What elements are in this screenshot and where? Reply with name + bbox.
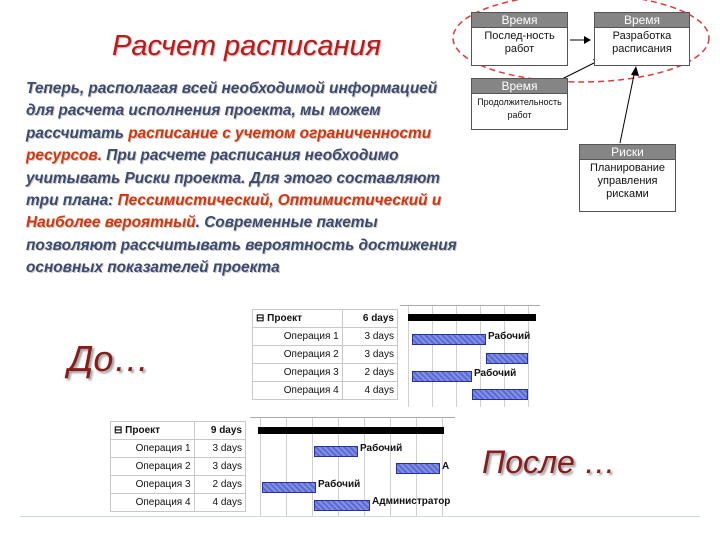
task-name: Операция 4 (111, 494, 195, 512)
task-duration: 4 days (194, 494, 245, 512)
task-name: Операция 2 (253, 346, 343, 364)
task-bar (412, 371, 472, 382)
task-duration: 3 days (194, 440, 245, 458)
table-row (253, 328, 398, 346)
gantt-after-project-row (111, 422, 246, 440)
box-schedule-head: Время (595, 13, 689, 28)
project-summary-bar (408, 314, 536, 321)
box-risks-body: Планирование управления рисками (589, 162, 666, 200)
label-after: После … (482, 444, 616, 480)
resource-label: Рабочий (360, 443, 403, 454)
gantt-before-table (252, 309, 398, 400)
body-text-highlight: Пессимистический, Оптимистический и Наиболее вероятный (26, 192, 442, 232)
gantt-after-table (110, 421, 246, 512)
task-name: Операция 4 (253, 382, 343, 400)
task-duration: 3 days (342, 328, 397, 346)
arrow-risks-to-schedule (620, 70, 635, 143)
box-risks (579, 144, 676, 212)
table-row (253, 364, 398, 382)
slide-title: Расчет расписания (112, 30, 382, 62)
arrow-head (584, 36, 591, 44)
box-sequence-head: Время (472, 13, 567, 28)
gantt-after-chart (250, 417, 455, 516)
box-duration-head: Время (472, 79, 567, 94)
project-summary-bar (258, 427, 444, 434)
table-row (111, 494, 246, 512)
arrow-head (631, 66, 639, 76)
task-duration: 2 days (342, 364, 397, 382)
resource-label: Рабочий (318, 479, 361, 490)
body-text-part: Теперь, располагая всей необходимой информацией для расчета исполнения проекта, мы можем рассчитать (26, 80, 438, 142)
project-name: ⊟ Проект (253, 310, 343, 328)
task-bar (314, 446, 358, 457)
task-name: Операция 3 (253, 364, 343, 382)
task-bar (412, 334, 486, 345)
gantt-before-chart (400, 305, 540, 407)
task-duration: 3 days (194, 458, 245, 476)
table-row (253, 382, 398, 400)
box-duration-body: Продолжительность работ (477, 97, 562, 120)
task-bar (314, 500, 370, 511)
box-schedule (594, 12, 690, 66)
task-bar (396, 463, 440, 474)
body-text-highlight: расписание с учетом ограниченности ресурсов. (26, 124, 432, 165)
box-sequence (471, 12, 568, 66)
box-sequence-body: Послед-ность работ (484, 30, 555, 55)
task-name: Операция 1 (253, 328, 343, 346)
box-risks-head: Риски (580, 145, 675, 160)
task-bar (472, 389, 528, 400)
table-row (111, 458, 246, 476)
table-row (253, 346, 398, 364)
body-text-part: . Современные пакеты позволяют рассчитывать вероятность достижения основных показателей проекта (26, 214, 457, 277)
slide-body-text (26, 78, 466, 280)
task-name: Операция 2 (111, 458, 195, 476)
label-before: До… (68, 338, 150, 379)
resource-label: Рабочий (474, 368, 517, 379)
resource-label: А (442, 461, 450, 472)
box-schedule-body: Разработка расписания (612, 30, 672, 55)
table-row (111, 476, 246, 494)
project-duration: 6 days (342, 310, 397, 328)
task-duration: 3 days (342, 346, 397, 364)
gantt-before-project-row (253, 310, 398, 328)
bottom-divider (20, 516, 700, 517)
project-duration: 9 days (194, 422, 245, 440)
body-text-part: При расчете расписания необходимо учитывать Риски проекта. Для этого составляют три плана: (26, 147, 440, 210)
project-name: ⊟ Проект (111, 422, 195, 440)
task-name: Операция 3 (111, 476, 195, 494)
table-row (111, 440, 246, 458)
task-name: Операция 1 (111, 440, 195, 458)
task-duration: 2 days (194, 476, 245, 494)
task-bar (486, 353, 528, 364)
task-bar (262, 482, 316, 493)
resource-label: Рабочий (488, 331, 531, 342)
resource-label: Администратор (372, 496, 451, 507)
box-duration (471, 78, 568, 130)
task-duration: 4 days (342, 382, 397, 400)
